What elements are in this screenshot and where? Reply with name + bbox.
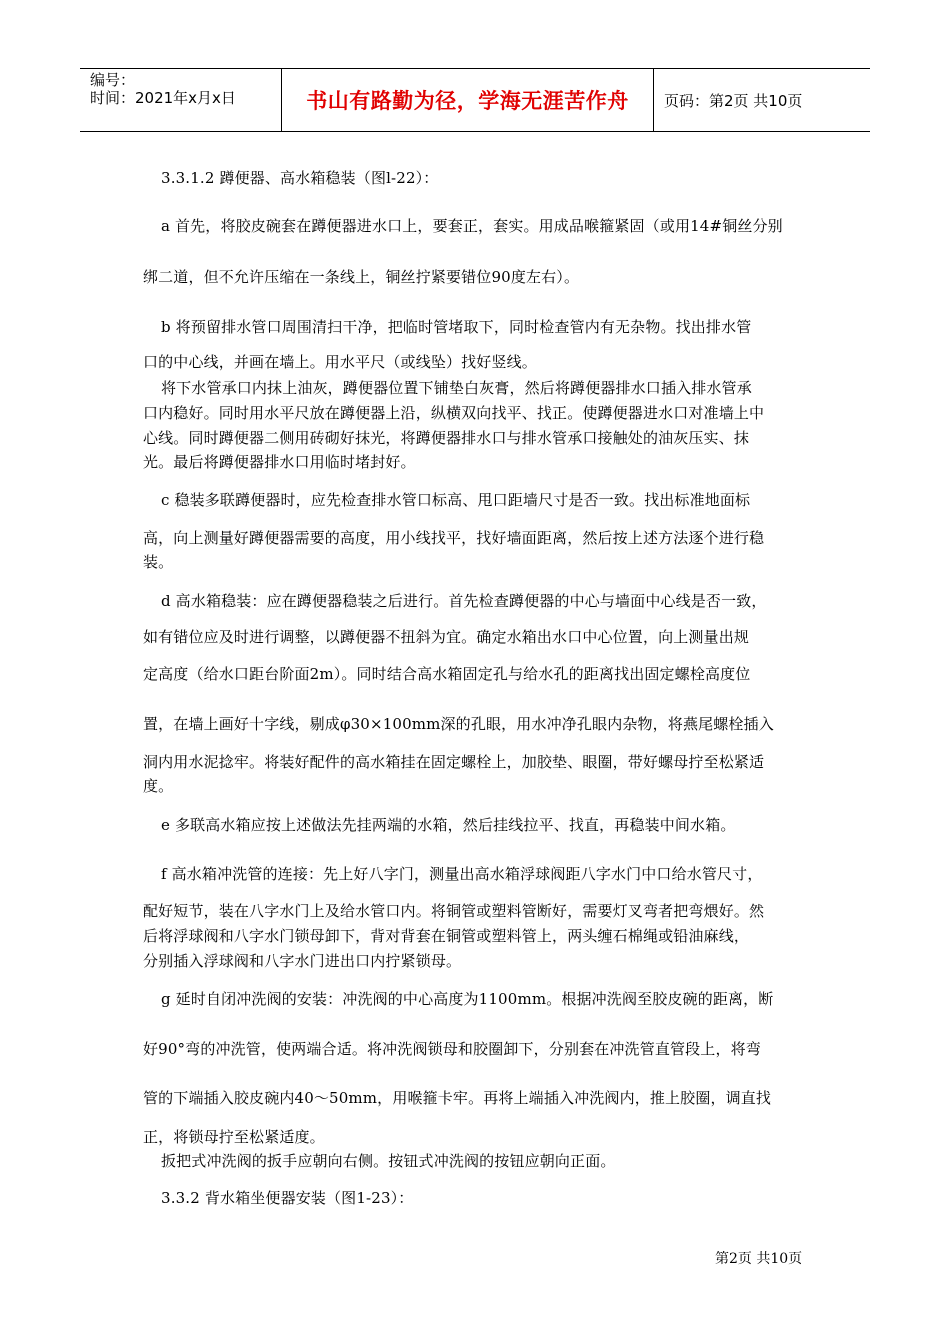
document-date: 时间：2021年x月x日 [90, 89, 236, 107]
paragraph-line: 正，将锁母拧至松紧适度。 [143, 1128, 325, 1146]
section-heading: 3.3.1.2 蹲便器、高水箱稳装（图l-22）： [161, 169, 439, 187]
paragraph-line: 如有错位应及时进行调整，以蹲便器不扭斜为宜。确定水箱出水口中心位置，向上测量出规 [143, 628, 750, 646]
paragraph-line: 分别插入浮球阀和八字水门进出口内拧紧锁母。 [143, 952, 462, 970]
header-motto-cell [282, 69, 654, 131]
paragraph-line: g 延时自闭冲洗阀的安装：冲洗阀的中心高度为1100mm。根据冲洗阀至胶皮碗的距离，断 [161, 990, 774, 1008]
paragraph-line: 后将浮球阀和八字水门锁母卸下，背对背套在铜管或塑料管上，两头缠石棉绳或铅油麻线， [143, 927, 750, 945]
paragraph-line: 洞内用水泥捻牢。将装好配件的高水箱挂在固定螺栓上，加胶垫、眼圈，带好螺母拧至松紧适 [143, 753, 765, 771]
paragraph-line: f 高水箱冲洗管的连接：先上好八字门，测量出高水箱浮球阀距八字水门中口给水管尺寸， [161, 865, 763, 883]
document-number-label: 编号： [90, 71, 136, 89]
paragraph-line: 扳把式冲洗阀的扳手应朝向右侧。按钮式冲洗阀的按钮应朝向正面。 [161, 1152, 616, 1170]
paragraph-line: b 将预留排水管口周围清扫干净，把临时管堵取下，同时检查管内有无杂物。找出排水管 [161, 318, 752, 336]
paragraph-line: 管的下端插入胶皮碗内40～50mm，用喉箍卡牢。再将上端插入冲洗阀内，推上胶圈，调直找 [143, 1089, 772, 1107]
paragraph-line: 度。 [143, 777, 174, 795]
paragraph-line: e 多联高水箱应按上述做法先挂两端的水箱，然后挂线拉平、找直，再稳装中间水箱。 [161, 816, 736, 834]
header-meta [80, 69, 282, 131]
paragraph-line: 口内稳好。同时用水平尺放在蹲便器上沿，纵横双向找平、找正。使蹲便器进水口对准墙上中 [143, 404, 765, 422]
header-page-info: 页码：第2页 共10页 [664, 91, 803, 110]
section-heading: 3.3.2 背水箱坐便器安装（图1-23）： [161, 1189, 414, 1207]
paragraph-line: a 首先，将胶皮碗套在蹲便器进水口上，要套正，套实。用成品喉箍紧固（或用14#铜丝分别 [161, 217, 783, 235]
page-footer: 第2页 共10页 [715, 1251, 803, 1267]
paragraph-line: 置，在墙上画好十字线，剔成φ30×100mm深的孔眼，用水冲净孔眼内杂物，将燕尾螺栓插入 [143, 715, 774, 733]
paragraph-line: 高，向上测量好蹲便器需要的高度，用小线找平，找好墙面距离，然后按上述方法逐个进行稳 [143, 529, 765, 547]
header-page-cell [654, 69, 870, 131]
header-motto: 书山有路勤为径，学海无涯苦作舟 [306, 89, 629, 113]
paragraph-line: 配好短节，装在八字水门上及给水管口内。将铜管或塑料管断好，需要灯叉弯者把弯煨好。然 [143, 902, 765, 920]
paragraph-line: 心线。同时蹲便器二侧用砖砌好抹光，将蹲便器排水口与排水管承口接触处的油灰压实、抹 [143, 429, 750, 447]
paragraph-line: 将下水管承口内抹上油灰，蹲便器位置下铺垫白灰膏，然后将蹲便器排水口插入排水管承 [161, 379, 752, 397]
paragraph-line: 绑二道，但不允许压缩在一条线上，铜丝拧紧要错位90度左右）。 [143, 268, 580, 286]
paragraph-line: c 稳装多联蹲便器时，应先检查排水管口标高、甩口距墙尺寸是否一致。找出标准地面标 [161, 491, 751, 509]
paragraph-line: d 高水箱稳装：应在蹲便器稳装之后进行。首先检查蹲便器的中心与墙面中心线是否一致， [161, 592, 767, 610]
page-header [80, 68, 870, 132]
paragraph-line: 口的中心线，并画在墙上。用水平尺（或线坠）找好竖线。 [143, 353, 537, 371]
paragraph-line: 装。 [143, 553, 174, 571]
paragraph-line: 好90°弯的冲洗管，使两端合适。将冲洗阀锁母和胶圈卸下，分别套在冲洗管直管段上，将弯 [143, 1040, 761, 1058]
paragraph-line: 定高度（给水口距台阶面2m）。同时结合高水箱固定孔与给水孔的距离找出固定螺栓高度位 [143, 665, 751, 683]
paragraph-line: 光。最后将蹲便器排水口用临时堵封好。 [143, 453, 416, 471]
